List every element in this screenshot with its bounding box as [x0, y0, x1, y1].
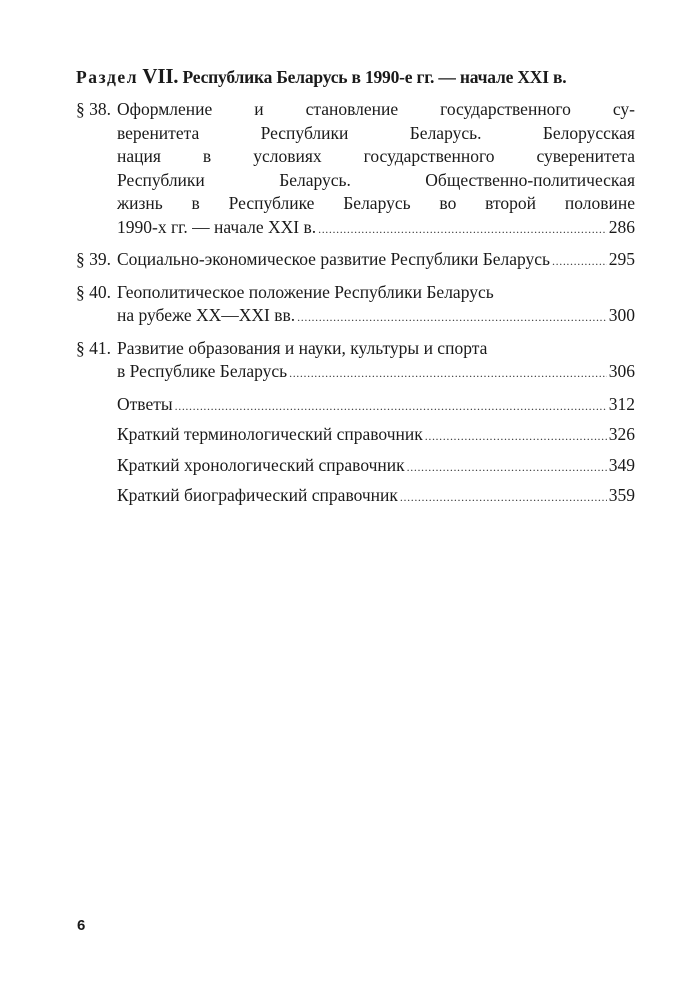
section-title: Республика Беларусь в 1990-е гг. — начале XXI в. — [182, 67, 567, 87]
entry-last-line — [117, 248, 635, 274]
toc-entry-40[interactable] — [76, 281, 635, 330]
entry-last-line — [117, 360, 635, 386]
entry-last-line — [117, 454, 635, 480]
entry-line: нация в условиях государственного суверенитета — [117, 146, 635, 166]
dot-leader — [425, 425, 607, 449]
entry-line: Республики Беларусь. Общественно-политическая — [117, 169, 635, 190]
entry-last-text: 1990-х гг. — начале XXI в. — [117, 216, 317, 237]
toc-entry-biography[interactable] — [76, 484, 635, 510]
section-label: Раздел — [76, 67, 139, 87]
toc-entry-39[interactable] — [76, 248, 635, 274]
table-of-contents — [76, 98, 635, 515]
entry-number: § 39. — [76, 249, 111, 269]
toc-entry-38[interactable] — [76, 98, 635, 241]
page-number: 6 — [77, 917, 86, 934]
entry-page: 295 — [608, 249, 635, 269]
entry-number: § 40. — [76, 281, 111, 302]
entry-number: § 38. — [76, 99, 111, 119]
entry-title: Краткий биографический справочник — [117, 485, 398, 505]
dot-leader — [400, 486, 607, 510]
entry-page: 359 — [608, 485, 635, 505]
entry-line: Оформление и становление государственного су- — [117, 99, 635, 119]
entry-line: Развитие образования и науки, культуры и спорта — [117, 337, 488, 358]
entry-last-line — [117, 304, 635, 330]
entry-page: 312 — [608, 393, 635, 414]
dot-leader — [552, 250, 607, 274]
entry-line: Геополитическое положение Республики Беларусь — [117, 281, 494, 302]
section-number: VII. — [142, 64, 179, 88]
entry-number: § 41. — [76, 337, 111, 358]
entry-last-line — [117, 423, 635, 449]
entry-last-line — [117, 393, 635, 419]
entry-page: 286 — [608, 216, 635, 237]
dot-leader — [289, 362, 607, 386]
entry-last-text: на рубеже XX—XXI вв. — [117, 305, 296, 325]
entry-title: Краткий терминологический справочник — [117, 424, 423, 444]
entry-page: 349 — [608, 454, 635, 475]
section-heading — [76, 64, 636, 89]
entry-page: 300 — [608, 305, 635, 325]
toc-entry-41[interactable] — [76, 337, 635, 386]
toc-entry-terminology[interactable] — [76, 423, 635, 449]
dot-leader — [297, 306, 607, 330]
entry-title: Ответы — [117, 393, 173, 414]
dot-leader — [175, 395, 607, 419]
entry-line: веренитета Республики Беларусь. Белорусская — [117, 122, 635, 143]
toc-entry-chronology[interactable] — [76, 454, 635, 480]
entry-last-text: в Республике Беларусь — [117, 361, 288, 381]
entry-last-line — [117, 216, 635, 242]
entry-page: 306 — [608, 361, 635, 381]
entry-last-line — [117, 484, 635, 510]
entry-line: жизнь в Республике Беларусь во второй половине — [117, 193, 635, 213]
dot-leader — [318, 218, 607, 242]
entry-title: Краткий хронологический справочник — [117, 454, 405, 475]
dot-leader — [407, 456, 607, 480]
toc-entry-answers[interactable] — [76, 393, 635, 419]
entry-last-text: Социально-экономическое развитие Республики Беларусь — [117, 249, 551, 269]
entry-page: 326 — [608, 424, 635, 444]
